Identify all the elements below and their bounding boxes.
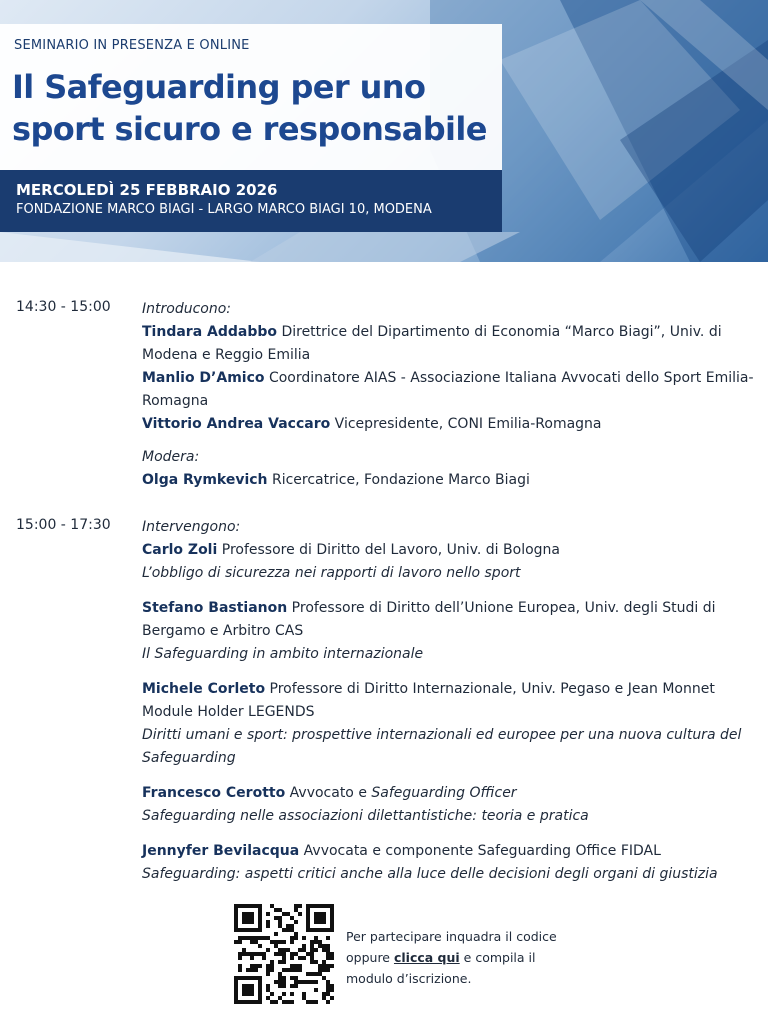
page-title xyxy=(12,66,492,150)
registration-text: Per partecipare inquadra il codice oppure xyxy=(346,929,557,965)
event-venue: FONDAZIONE MARCO BIAGI - LARGO MARCO BIAGI 10, MODENA xyxy=(16,202,432,217)
speaker-desc: Ricercatrice, Fondazione Marco Biagi xyxy=(267,472,530,488)
speaker-name: Michele Corleto xyxy=(142,681,266,697)
speaker-name: Stefano Bastianon xyxy=(142,600,288,616)
registration-text-end: e compila il modulo d’iscrizione. xyxy=(346,950,536,986)
speaker-desc: Professore di Diritto dell’Unione Europea, Univ. degli Studi di Bergamo e Arbitro CAS xyxy=(142,600,716,639)
role-label: Introducono: xyxy=(142,301,231,317)
header-banner xyxy=(0,0,768,262)
speaker-name: Manlio D’Amico xyxy=(142,370,265,386)
qr-code[interactable] xyxy=(234,904,334,1004)
speaker-entry xyxy=(142,840,760,863)
speaker-desc: Vicepresidente, CONI Emilia-Romagna xyxy=(330,416,602,432)
session-time: 14:30 - 15:00 xyxy=(16,299,111,315)
speaker-desc: Direttrice del Dipartimento di Economia “Marco Biagi”, Univ. di Modena e Reggio Emilia xyxy=(142,324,722,363)
speaker-entry xyxy=(142,539,760,562)
speaker-desc: Professore di Diritto del Lavoro, Univ. di Bologna xyxy=(217,542,560,558)
session-content xyxy=(142,516,760,886)
event-kicker: SEMINARIO IN PRESENZA E ONLINE xyxy=(14,38,250,53)
session-time: 15:00 - 17:30 xyxy=(16,517,111,533)
speaker-entry xyxy=(142,782,760,805)
date-panel xyxy=(0,170,502,232)
speaker-desc: Coordinatore AIAS - Associazione Italiana Avvocati dello Sport Emilia-Romagna xyxy=(142,370,754,409)
title-line-1: Il Safeguarding per uno xyxy=(12,68,426,106)
speaker-name: Tindara Addabbo xyxy=(142,324,277,340)
speaker-entry xyxy=(142,367,760,413)
registration-instructions xyxy=(346,926,566,989)
speaker-entry xyxy=(142,678,760,724)
speaker-desc: Avvocato e xyxy=(285,785,372,801)
talk-title: Safeguarding: aspetti critici anche alla luce delle decisioni degli organi di giustizia xyxy=(142,866,718,882)
talk-title: Safeguarding nelle associazioni dilettantistiche: teoria e pratica xyxy=(142,808,589,824)
event-date: MERCOLEDÌ 25 FEBBRAIO 2026 xyxy=(16,181,278,199)
talk-title: Diritti umani e sport: prospettive internazionali ed europee per una nuova cultura del Safeguarding xyxy=(142,727,742,766)
moderator-entry xyxy=(142,469,760,492)
speaker-name: Francesco Cerotto xyxy=(142,785,286,801)
speaker-name: Carlo Zoli xyxy=(142,542,218,558)
speaker-entry xyxy=(142,321,760,367)
registration-link[interactable]: clicca qui xyxy=(393,950,460,965)
speaker-name: Olga Rymkevich xyxy=(142,472,268,488)
speaker-desc-italic: Safeguarding Officer xyxy=(371,785,517,801)
speaker-name: Vittorio Andrea Vaccaro xyxy=(142,416,331,432)
title-line-2: sport sicuro e responsabile xyxy=(12,110,487,148)
talk-title: Il Safeguarding in ambito internazionale xyxy=(142,646,424,662)
speaker-entry xyxy=(142,413,760,436)
role-label: Intervengono: xyxy=(142,519,241,535)
speaker-entry xyxy=(142,597,760,643)
speaker-desc: Professore di Diritto Internazionale, Univ. Pegaso e Jean Monnet Module Holder LEGENDS xyxy=(142,681,715,720)
speaker-desc: Avvocata e componente Safeguarding Office FIDAL xyxy=(299,843,661,859)
speaker-name: Jennyfer Bevilacqua xyxy=(142,843,300,859)
role-label: Modera: xyxy=(142,449,200,465)
session-content xyxy=(142,298,760,492)
talk-title: L’obbligo di sicurezza nei rapporti di lavoro nello sport xyxy=(142,565,521,581)
